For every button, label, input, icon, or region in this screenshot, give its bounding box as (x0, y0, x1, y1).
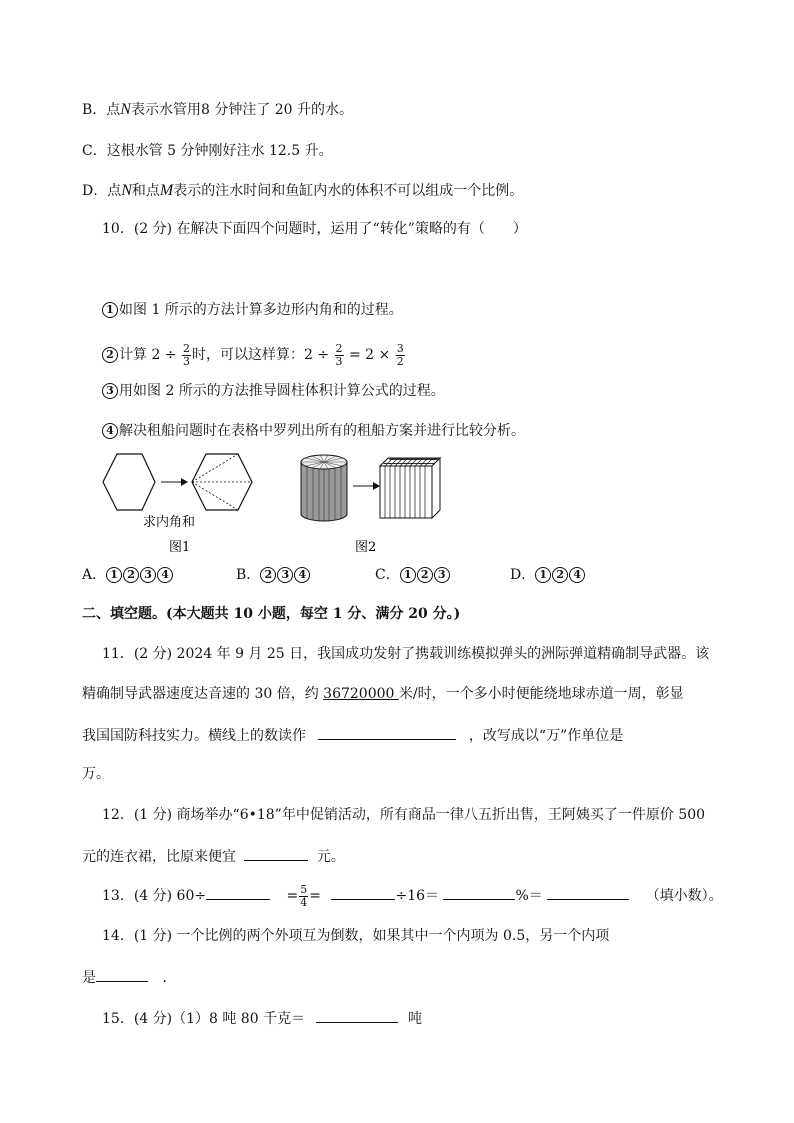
underlined-number: 36720000 (323, 686, 399, 702)
text: C．这根水管 5 分钟刚好注水 12.5 升。 (82, 143, 333, 159)
text: 如图 1 所示的方法计算多边形内角和的过程。 (119, 302, 403, 318)
circled-number: 1 (400, 567, 416, 583)
text: 精确制导武器速度达音速的 30 倍，约 (82, 686, 324, 702)
denominator: 2 (396, 354, 404, 368)
q10-figures (95, 448, 455, 560)
fraction (396, 343, 405, 368)
text: 表示的注水时间和鱼缸内水的体积不可以组成一个比例。 (173, 183, 524, 199)
q10-option-b[interactable] (236, 565, 311, 585)
q9-option-d (82, 181, 523, 201)
arrow-head (181, 478, 188, 486)
cylinder-shape (301, 455, 347, 521)
text: 我国国防科技实力。横线上的数读作 (82, 728, 306, 744)
answer-blank[interactable] (443, 884, 515, 900)
text: 米/时，一个多小时便能绕地球赤道一周，彰显 (398, 686, 684, 702)
fig1-caption: 求内角和 (143, 515, 196, 530)
fraction (335, 343, 344, 368)
answer-blank[interactable] (206, 884, 270, 900)
numerator: 2 (335, 341, 343, 355)
text: 表示水管用8 分钟注了 20 升的水。 (130, 102, 354, 118)
text: （填小数）。 (645, 888, 723, 904)
text: 时，可以这样算：2 ÷ (192, 347, 330, 363)
circled-number: 2 (552, 567, 568, 583)
circled-number: 4 (294, 567, 310, 583)
q12-line-1: 12．(1 分) 商场举办“6•18”年中促销活动，所有商品一律八五折出售，王阿姨买了一件原价 500 (102, 807, 706, 823)
text: 用如图 2 所示的方法推导圆柱体积计算公式的过程。 (119, 383, 445, 399)
fraction (299, 884, 308, 909)
text: 解决租船问题时在表格中罗列出所有的租船方案并进行比较分析。 (119, 423, 525, 439)
text: ． (162, 970, 177, 986)
q9-option-b (82, 100, 353, 120)
arrow-head (373, 482, 380, 490)
answer-blank[interactable] (318, 724, 456, 740)
circled-number: 3 (277, 567, 293, 583)
var-n: N (120, 101, 131, 118)
circled-number: 4 (569, 567, 585, 583)
q11-line-3 (82, 724, 623, 746)
text: 和点 (131, 183, 160, 199)
q10-stem: 10．(2 分) 在解决下面四个问题时，运用了“转化”策略的有（ ） (102, 221, 527, 237)
q12-line-2 (82, 845, 345, 867)
text: = 2 × (349, 347, 391, 363)
answer-blank[interactable] (316, 1007, 398, 1023)
numerator: 3 (396, 341, 404, 355)
answer-blank[interactable] (96, 966, 148, 982)
circled-number: 3 (434, 567, 450, 583)
denominator: 4 (300, 895, 308, 909)
q11-line-4: 万。 (82, 766, 110, 782)
text: 计算 2 ÷ (119, 347, 177, 363)
diagonals (192, 454, 252, 510)
text: 15．(4 分)（1）8 吨 80 千克＝ (102, 1011, 306, 1027)
q10-option-d[interactable] (510, 565, 586, 585)
q11-line-2 (82, 684, 684, 704)
answer-blank[interactable] (547, 884, 629, 900)
q10-item-4 (102, 421, 525, 441)
answer-blank[interactable] (331, 884, 395, 900)
circled-number: 4 (157, 567, 173, 583)
q10-item-3 (102, 381, 445, 401)
circled-number: 2 (417, 567, 433, 583)
q9-option-c (82, 141, 333, 161)
text: ，改写成以“万”作单位是 (468, 728, 624, 744)
text: B．点 (82, 102, 121, 118)
section-heading: 二、填空题。(本大题共 10 小题，每空 1 分、满分 20 分。) (82, 606, 461, 622)
option-letter: D． (510, 567, 536, 583)
q10-item-2 (102, 340, 406, 370)
circled-number: 3 (140, 567, 156, 583)
circled-number: 4 (102, 423, 118, 439)
option-letter: B． (236, 567, 261, 583)
text: = (309, 888, 322, 904)
circled-number: 3 (102, 383, 118, 399)
denominator: 3 (183, 354, 190, 368)
cuboid-shape (380, 458, 440, 518)
numerator: 2 (183, 341, 190, 355)
q11-line-1: 11．(2 分) 2024 年 9 月 25 日，我国成功发射了携载训练模拟弹头的洲际弹道精确制导武器。该 (102, 646, 710, 662)
q10-option-c[interactable] (375, 565, 451, 585)
denominator: 3 (335, 354, 343, 368)
option-letter: C． (375, 567, 400, 583)
numerator: 5 (300, 882, 308, 896)
q14-line-1: 14．(1 分) 一个比例的两个外项互为倒数，如果其中一个内项为 0.5，另一个内项 (102, 928, 610, 944)
text: 13．(4 分) 60÷ (102, 888, 207, 904)
q13-line (102, 882, 723, 910)
var-m: M (159, 182, 174, 199)
q10-item-1 (102, 300, 403, 320)
fig1-label: 图1 (169, 540, 191, 555)
answer-blank[interactable] (244, 845, 308, 861)
circled-number: 2 (123, 567, 139, 583)
q15-line (102, 1007, 422, 1029)
hexagon-shape (103, 454, 155, 510)
circled-number: 1 (106, 567, 122, 583)
text: 是 (82, 970, 96, 986)
q14-line-2 (82, 966, 176, 988)
text: = (286, 888, 299, 904)
text: 元的连衣裙，比原来便宜 (82, 849, 236, 865)
circled-number: 1 (102, 302, 118, 318)
var-n: N (121, 182, 132, 199)
circled-number: 2 (260, 567, 276, 583)
q10-option-a[interactable] (82, 565, 174, 585)
option-letter: A． (82, 567, 107, 583)
text: D．点 (82, 183, 122, 199)
circled-number: 1 (535, 567, 551, 583)
text: 元。 (316, 849, 345, 865)
circled-number: 2 (102, 347, 118, 363)
fig2-label: 图2 (355, 540, 377, 555)
text: ÷16＝ (395, 888, 440, 904)
text: %＝ (515, 888, 543, 904)
text: 吨 (407, 1011, 422, 1027)
fraction (182, 343, 191, 368)
